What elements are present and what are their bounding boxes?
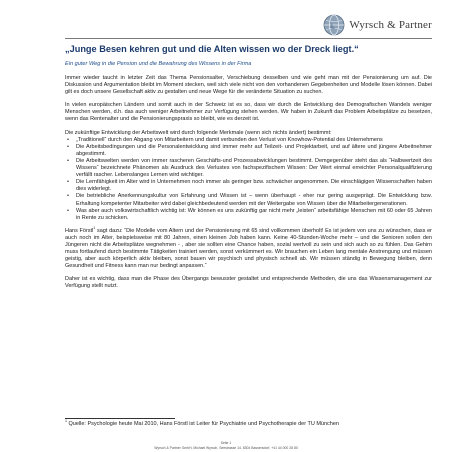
header-divider — [65, 38, 432, 39]
page-footer — [0, 441, 452, 451]
list-item — [65, 208, 432, 222]
list-item — [65, 137, 432, 144]
paragraph-quote — [65, 225, 432, 271]
footnote-reference[interactable]: 1 — [93, 225, 96, 230]
list-item-text: Die Lernfähigkeit im Alter wird in Unternehmen noch immer als geringer bzw. schwächer angenommen. Die einschlägigen Wissenschaften haben dies widerlegt. — [76, 179, 432, 193]
list-item — [65, 144, 432, 158]
globe-logo-icon — [323, 14, 345, 36]
footnote-text: Quelle: Psychologie heute Mai 2010, Hans Förstl ist Leiter für Psychiatrie und Psychotherapie der TU München — [67, 421, 339, 427]
list-item — [65, 193, 432, 207]
paragraph-conclusion: Daher ist es wichtig, dass man die Phase des Übergangs bewusster gestaltet und entsprechende Methoden, die uns das Wissensmanagement zur Verfügung stellt nutzt. — [65, 276, 432, 290]
footer-address: Wyrsch & Partner GmbH, Michael Wyrsch, Seestrasse 14, 8304 Bassersdorf, +41 44 000 28 80 — [154, 446, 298, 450]
list-item-text: Die betriebliche Anerkennungskultur von Erfahrung und Wissen ist – wenn überhaupt - eher nur gering ausgeprägt. Die Entwicklung bzw. Erhaltung kompetenter Mitarbeiter wird dabei gleichbedeutend werden mit der Weitergabe von Wissen über die Mitarbeitergenerationen. — [76, 193, 432, 207]
brand-name: Wyrsch & Partner — [349, 19, 432, 31]
company-logo — [323, 14, 432, 36]
list-item-text: Was aber auch volkswirtschaftlich wichtig ist: Wir können es uns zukünftig gar nicht mehr „leisten“ arbeitsfähige Menschen mit 60 oder 65 Jahren in Rente zu schicken. — [76, 207, 432, 221]
footnote-marker: 1 — [65, 419, 67, 424]
bullet-icon: • — [67, 193, 69, 200]
bullet-icon: • — [67, 136, 69, 143]
bullet-icon: • — [67, 207, 69, 214]
footnote-divider — [65, 418, 175, 419]
list-item — [65, 158, 432, 179]
list-item-text: „Traditionell“ durch den Abgang von Mitarbeitern und damit verbunden den Verlust von Knowhow-Potential des Unternehmens — [76, 136, 383, 143]
paragraph-intro: Immer wieder taucht in letzter Zeit das Thema Pensionsalter, Verschiebung desselben und wie geht man mit der Pensionierung um auf. Die Diskussion und Argumentation bleibt im Moment stecken, weil sich viele nicht von den vorhandenen Gegebenheiten und Modelle lösen können. Dabei gilt es doch unsere Gesellschaft aktiv zu gestalten und neue Wege für die veränderte Situation zu suchen. — [65, 75, 432, 96]
document-body — [65, 44, 432, 297]
document-title: „Junge Besen kehren gut und die Alten wissen wo der Dreck liegt.“ — [65, 44, 359, 54]
paragraph-features-lead: Die zukünftige Entwicklung der Arbeitswelt wird durch folgende Merkmale (wenn sich nichts ändert) bestimmt: — [65, 129, 332, 136]
quote-author: Hans Förstl — [65, 227, 94, 234]
list-item-text: Die Arbeitswelten werden von immer rascheren Geschäfts-und Prozessabwicklungen bestimmt. Demgegenüber steht das als “Halbwertzeit des Wissens“ bezeichnete Phänomen als Ausdruck des Verlustes von fachspezifischem Wissen: Der Wert einmal erreichter Personalqualifizierung verfällt rascher. Lebenslanges Lernen wird wichtiger. — [76, 157, 432, 179]
paragraph-demography: In vielen europäischen Ländern und somit auch in der Schweiz ist es so, dass wir durch die Entwicklung des Demografischen Wandels weniger Menschen werden, d.h. das auch weniger Arbeitnehmer zur Verfügung stehen werden. Wir haben in Zukunft das Problem Arbeitsplätze zu besetzen, wenn das Rentenalter und die Pensionierungspraxis so bleibt, wie es derzeit ist. — [65, 102, 432, 123]
feature-list — [65, 137, 432, 222]
document-subtitle: Ein guter Weg in die Pension und die Bewahrung des Wissens in der Firma — [65, 61, 252, 67]
list-item — [65, 179, 432, 193]
footnote — [65, 421, 432, 428]
quote-text: sagt dazu: “Die Modelle vom Altern und der Pensionierung mit 65 sind vollkommen überholt! Es ist jedem von uns zu wünschen, dass er auch noch im Alter, beispielsweise mit 80 Jahren, einen kleinen Job haben kann. Keine 40-Stunden-Woche mehr – und die Senioren sollen den Jüngeren nicht die Arbeitsplätze wegnehmen - , aber sie sollten eine Chance haben, sozial wertvoll zu sein und sich auch so zu fühlen. Das Gehirn muss fortlaufend durch bestimmte Tätigkeiten trainiert werden, sonst verkümmert es. Wir brauchen ein Leben lang mentale Anstrengung und müssen geistig, aber auch körperlich aktiv bleiben, sonst bauen wir psychisch und physisch schnell ab. Wir müssen ständig in Bewegung bleiben, denn Gesundheit und Fitness kann man nur bedingt anpassen.“ — [65, 227, 432, 270]
list-item-text: Die Arbeitsbedingungen und die Personalentwicklung sind immer mehr auf Teilzeit- und Projektarbeit, und auf ältere und jüngere Arbeitnehmer abgestimmt. — [76, 143, 432, 157]
bullet-icon: • — [67, 179, 69, 186]
bullet-icon: • — [67, 143, 69, 150]
page-number: Seite 1 — [220, 441, 232, 445]
bullet-icon: • — [67, 157, 69, 164]
